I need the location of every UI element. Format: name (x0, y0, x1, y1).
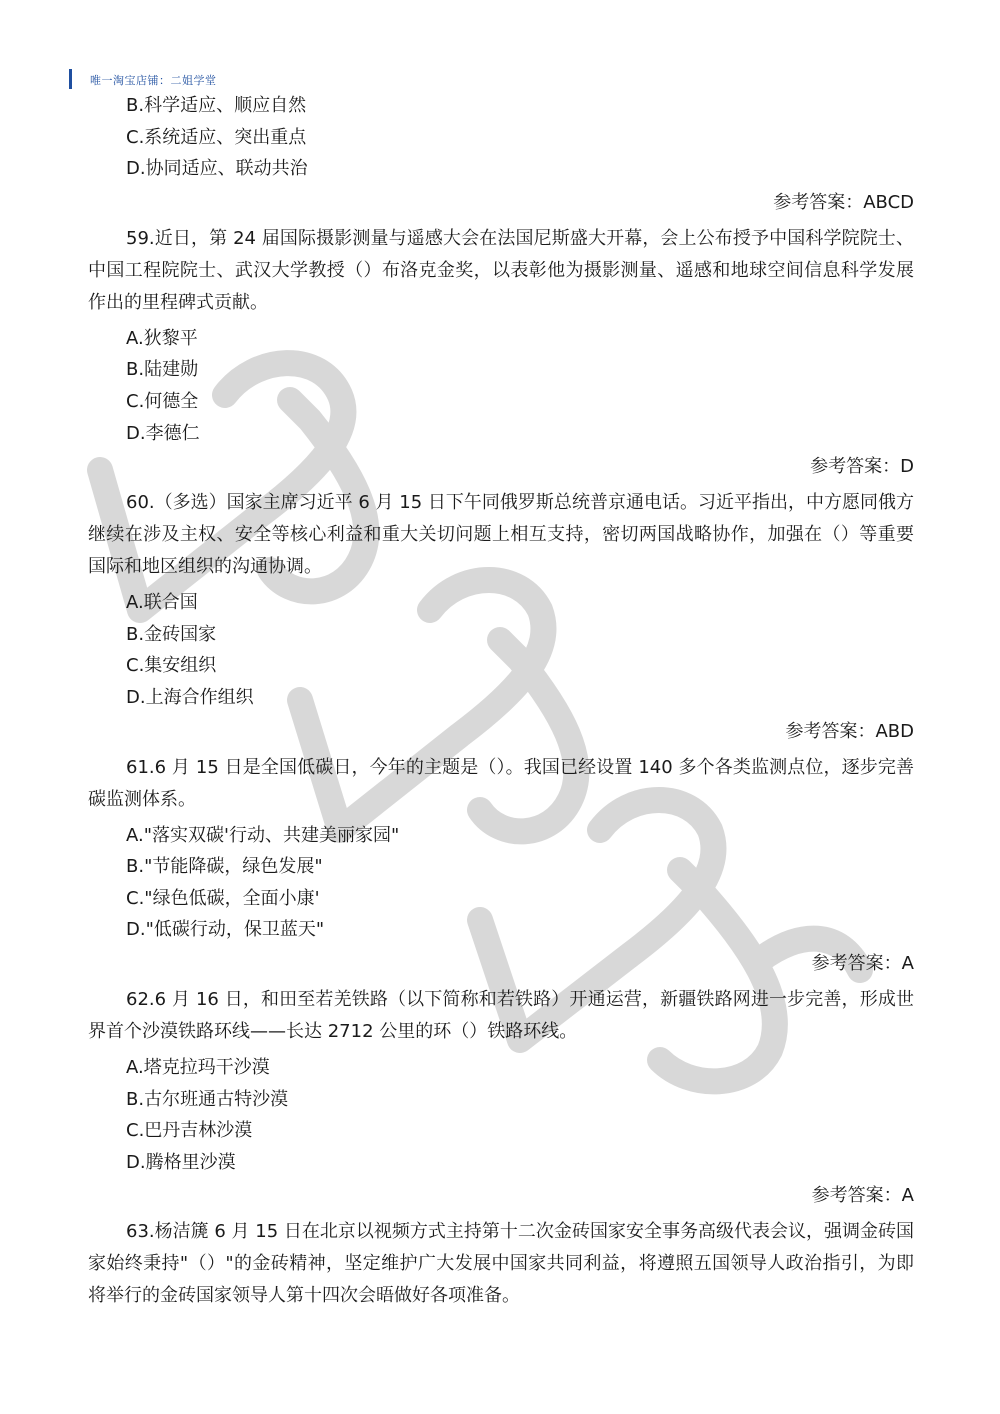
answer-prev: 参考答案：ABCD (773, 191, 914, 213)
q59-option-b: B.陆建勋 (126, 359, 199, 381)
q61-option-b: B."节能降碳，绿色发展" (126, 856, 323, 878)
q59-option-c: C.何德全 (126, 390, 199, 412)
q59-answer: 参考答案：D (810, 456, 914, 478)
q62-option-b: B.古尔班通古特沙漠 (126, 1088, 289, 1110)
option-b-prev: B.科学适应、顺应自然 (126, 95, 307, 116)
q62-answer: 参考答案：A (811, 1185, 914, 1207)
q61-option-d: D."低碳行动，保卫蓝天" (126, 919, 325, 941)
q60-option-b: B.金砖国家 (126, 623, 217, 645)
question-62: 62.6 月 16 日，和田至若羌铁路（以下简称和若铁路）开通运营，新疆铁路网进一步完善，形成世界首个沙漠铁路环线——长达 2712 公里的环（）铁路环线。 (88, 988, 914, 1042)
q62-option-c: C.巴丹吉林沙漠 (126, 1120, 253, 1142)
q59-option-a: A.狄黎平 (126, 327, 198, 349)
header-shop-text: 唯一淘宝店铺：二姐学堂 (90, 74, 217, 87)
option-c-prev: C.系统适应、突出重点 (126, 126, 307, 148)
q60-option-d: D.上海合作组织 (126, 686, 254, 708)
q60-option-c: C.集安组织 (126, 655, 217, 677)
question-61: 61.6 月 15 日是全国低碳日，今年的主题是（）。我国已经设置 140 多个各类监测点位，逐步完善碳监测体系。 (88, 756, 914, 810)
q61-option-a: A."落实双碳'行动、共建美丽家园" (126, 824, 400, 846)
header-accent-bar (69, 69, 72, 89)
question-63: 63.杨洁篪 6 月 15 日在北京以视频方式主持第十二次金砖国家安全事务高级代表会议，强调金砖国家始终秉持"（）"的金砖精神，坚定维护广大发展中国家共同利益，将遵照五国领导人政治指引，为即将举行的金砖国家领导人第十四次会晤做好各项准备。 (88, 1221, 914, 1307)
q61-answer: 参考答案：A (811, 952, 914, 974)
question-59: 59.近日，第 24 届国际摄影测量与遥感大会在法国尼斯盛大开幕，会上公布授予中国科学院院士、中国工程院院士、武汉大学教授（）布洛克金奖，以表彰他为摄影测量、遥感和地球空间信息科学发展作出的里程碑式贡献。 (88, 227, 914, 313)
q62-option-d: D.腾格里沙漠 (126, 1151, 236, 1173)
q62-option-a: A.塔克拉玛干沙漠 (126, 1056, 270, 1078)
q60-answer: 参考答案：ABD (785, 720, 914, 742)
question-60: 60.（多选）国家主席习近平 6 月 15 日下午同俄罗斯总统普京通电话。习近平指出，中方愿同俄方继续在涉及主权、安全等核心利益和重大关切问题上相互支持，密切两国战略协作，加强在（）等重要国际和地区组织的沟通协调。 (88, 492, 914, 578)
q59-option-d: D.李德仁 (126, 422, 200, 444)
question-content (88, 90, 914, 1316)
q60-option-a: A.联合国 (126, 592, 198, 614)
q61-option-c: C."绿色低碳，全面小康' (126, 887, 320, 909)
option-d-prev: D.协同适应、联动共治 (126, 158, 308, 180)
